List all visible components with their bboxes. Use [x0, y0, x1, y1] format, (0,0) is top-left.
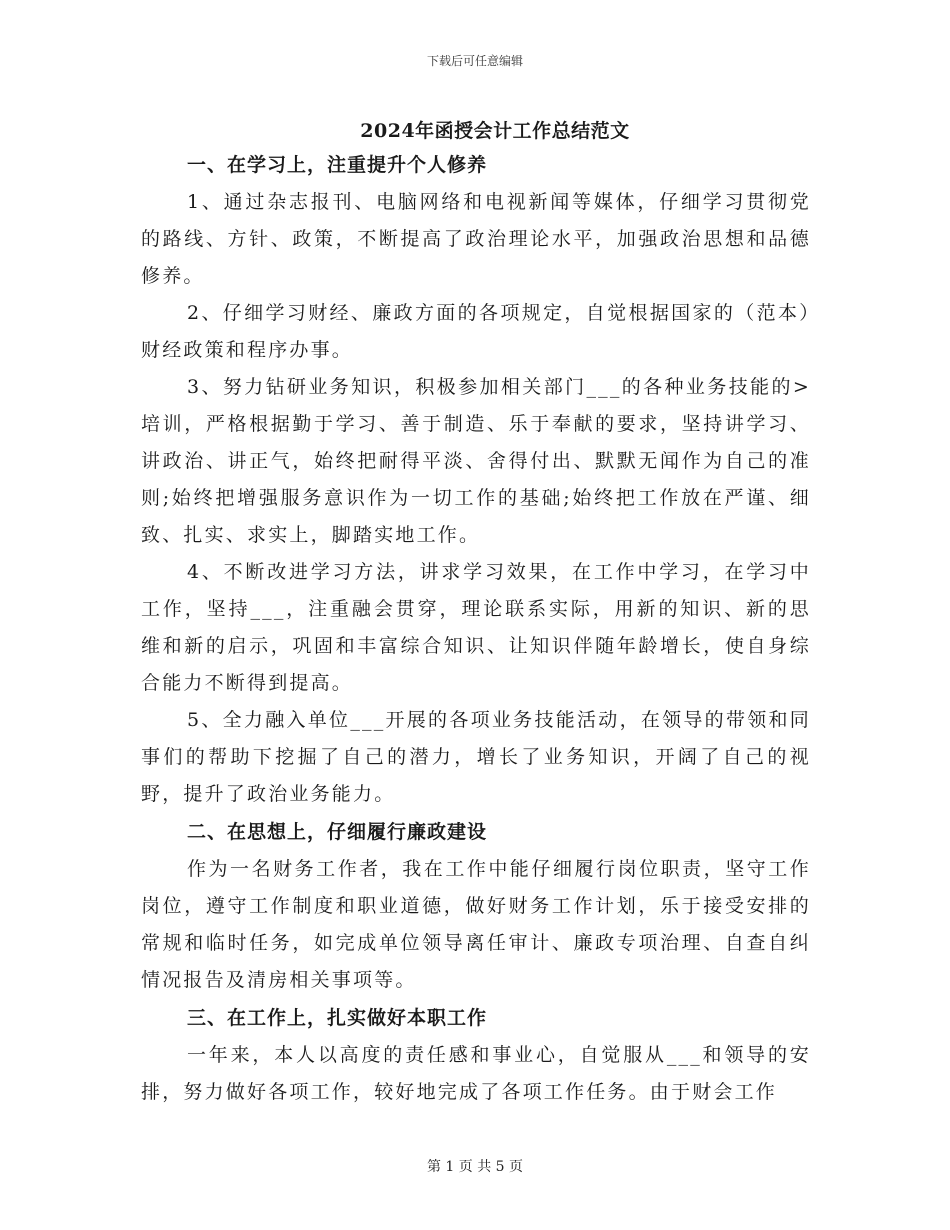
- paragraph-2-1: 作为一名财务工作者，我在工作中能仔细履行岗位职责，坚守工作岗位，遵守工作制度和职业道德，做好财务工作计划，乐于接受安排的常规和临时任务，如完成单位领导离任审计、廉政专项治理、自查自纠情况报告及清房相关事项等。: [141, 858, 811, 991]
- section-heading-1: 一、在学习上，注重提升个人修养: [187, 154, 488, 176]
- document-body: [141, 146, 811, 1111]
- section-heading-2: 二、在思想上，仔细履行廉政建设: [187, 821, 488, 843]
- paragraph-3-1: 一年来，本人以高度的责任感和事业心，自觉服从___和领导的安排，努力做好各项工作，较好地完成了各项工作任务。由于财会工作: [141, 1044, 811, 1103]
- page-number-indicator: 第 1 页 共 5 页: [426, 1159, 524, 1175]
- page-header-note: 下载后可任意编辑: [426, 54, 523, 68]
- paragraph-1-1: 1、通过杂志报刊、电脑网络和电视新闻等媒体，仔细学习贯彻党的路线、方针、政策，不断提高了政治理论水平，加强政治思想和品德修养。: [141, 191, 811, 287]
- paragraph-1-5: 5、全力融入单位___开展的各项业务技能活动，在领导的带领和同事们的帮助下挖掘了自己的潜力，增长了业务知识，开阔了自己的视野，提升了政治业务能力。: [141, 709, 811, 805]
- document-title: 2024年函授会计工作总结范文: [360, 120, 630, 142]
- section-heading-3: 三、在工作上，扎实做好本职工作: [187, 1007, 488, 1029]
- paragraph-1-3: 3、努力钻研业务知识，积极参加相关部门___的各种业务技能的>培训，严格根据勤于学习、善于制造、乐于奉献的要求，坚持讲学习、讲政治、讲正气，始终把耐得平淡、舍得付出、默默无闻作为自己的准则;始终把增强服务意识作为一切工作的基础;始终把工作放在严谨、细致、扎实、求实上，脚踏实地工作。: [141, 376, 811, 546]
- paragraph-1-4: 4、不断改进学习方法，讲求学习效果，在工作中学习，在学习中工作，坚持___，注重融会贯穿，理论联系实际，用新的知识、新的思维和新的启示，巩固和丰富综合知识、让知识伴随年龄增长，使自身综合能力不断得到提高。: [141, 561, 811, 694]
- paragraph-1-2: 2、仔细学习财经、廉政方面的各项规定，自觉根据国家的（范本）财经政策和程序办事。: [141, 302, 811, 361]
